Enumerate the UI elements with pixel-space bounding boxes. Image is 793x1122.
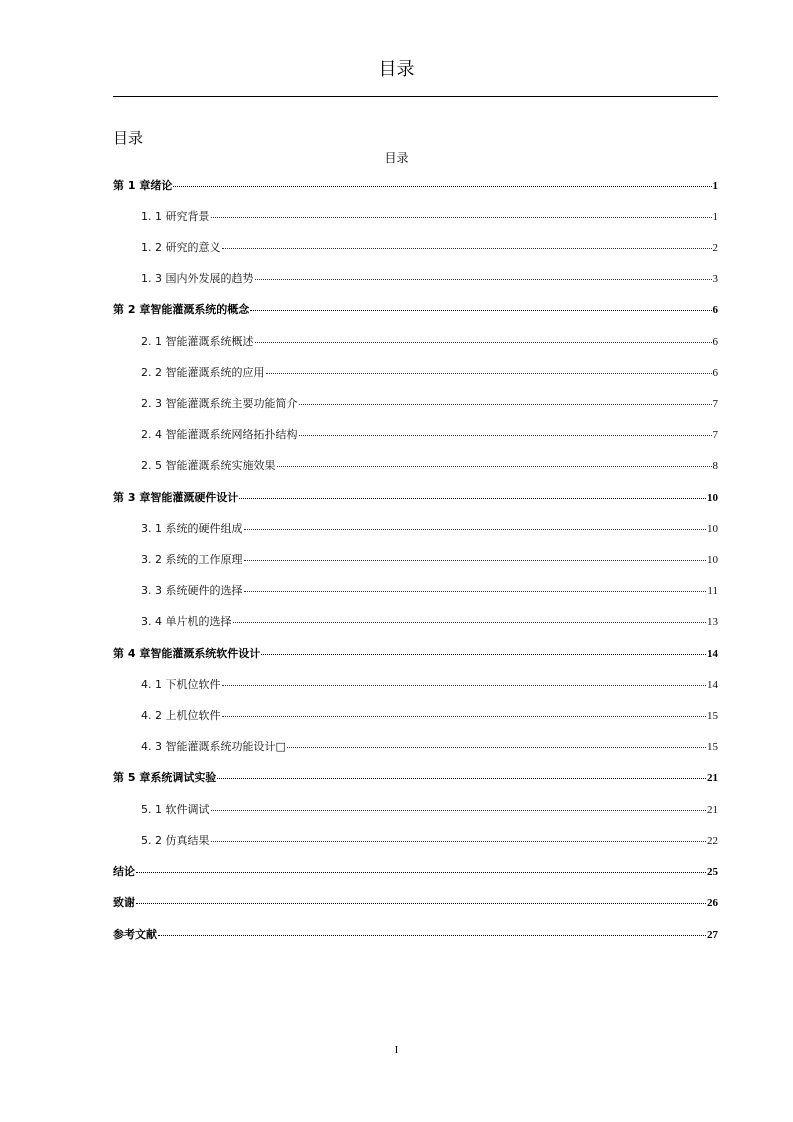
toc-entry-title: 参考文献 [113,928,157,941]
toc-entry-section-3-2[interactable] [141,552,718,568]
toc-entry-section-2-5[interactable] [141,458,718,474]
toc-entry-section-5-1[interactable] [141,802,718,818]
toc-entry-page: 25 [707,866,718,878]
toc-entry-page: 3 [712,273,718,285]
toc-entry-title: 第 3 章智能灌溉硬件设计 [113,491,239,504]
dot-leader [211,800,707,811]
toc-entry-title: 3. 1 系统的硬件组成 [141,522,243,535]
toc-entry-page: 6 [712,304,718,316]
toc-entry-section-3-1[interactable] [141,521,718,537]
toc-entry-section-3-4[interactable] [141,614,718,630]
dot-leader [266,363,712,374]
toc-entry-page: 26 [707,897,718,909]
toc-entry-page: 10 [707,523,718,535]
toc-entry-title: 1. 1 研究背景 [141,210,210,223]
toc-entry-title: 2. 4 智能灌溉系统网络拓扑结构 [141,428,298,441]
toc-entry-title: 第 2 章智能灌溉系统的概念 [113,303,250,316]
dot-leader [250,300,711,311]
toc-entry-page: 13 [707,616,718,628]
toc-entry-page: 14 [707,648,718,660]
toc-entry-page: 6 [712,336,718,348]
toc-entry-title: 4. 3 智能灌溉系统功能设计□ [141,740,286,753]
toc-entry-section-2-1[interactable] [141,334,718,350]
toc-entry-section-4-3[interactable] [141,739,718,755]
toc-entry-section-5-2[interactable] [141,833,718,849]
toc-entry-section-1-3[interactable] [141,271,718,287]
toc-entry-title: 结论 [113,865,135,878]
dot-leader [222,706,707,717]
toc-entry-title: 3. 2 系统的工作原理 [141,553,243,566]
toc-entry-page: 27 [707,929,718,941]
toc-entry-chapter-3[interactable] [113,490,718,506]
dot-leader [239,488,706,499]
dot-leader [244,550,707,561]
dot-leader [136,862,706,873]
dot-leader [287,737,706,748]
toc-entry-chapter-5[interactable] [113,770,718,786]
page-header-title: 目录 [378,59,415,80]
dot-leader [158,925,706,936]
toc-heading: 目录 [113,129,144,147]
toc-entry-section-2-4[interactable] [141,427,718,443]
toc-entry-chapter-2[interactable] [113,302,718,318]
toc-entry-section-1-1[interactable] [141,209,718,225]
dot-leader [299,425,712,436]
toc-entry-title: 4. 1 下机位软件 [141,678,221,691]
toc-entry-page: 7 [712,429,718,441]
toc-entry-page: 15 [707,710,718,722]
toc-entry-page: 21 [707,804,718,816]
toc-entry-title: 5. 1 软件调试 [141,803,210,816]
toc-entry-section-4-2[interactable] [141,708,718,724]
toc-entry-page: 14 [707,679,718,691]
toc-entry-section-2-2[interactable] [141,365,718,381]
toc-entry-page: 7 [712,398,718,410]
toc-entry-page: 15 [707,741,718,753]
toc-entry-page: 10 [707,554,718,566]
page-number: I [394,1044,399,1056]
dot-leader [261,644,706,655]
toc-entry-title: 致谢 [113,896,135,909]
toc-entry-title: 1. 3 国内外发展的趋势 [141,272,254,285]
header-divider [113,96,718,97]
toc-entry-chapter-1[interactable] [113,178,718,194]
dot-leader [211,207,712,218]
toc-entry-title: 第 1 章绪论 [113,179,173,192]
toc-entry-section-2-3[interactable] [141,396,718,412]
toc-entry-title: 3. 4 单片机的选择 [141,615,232,628]
toc-entry-title: 3. 3 系统硬件的选择 [141,584,243,597]
toc-entry-title: 1. 2 研究的意义 [141,241,221,254]
dot-leader [244,519,707,530]
dot-leader [222,238,712,249]
toc-entry-page: 6 [712,367,718,379]
toc-entry-page: 1 [712,211,718,223]
dot-leader [211,831,707,842]
toc-entry-section-1-2[interactable] [141,240,718,256]
toc-entry-title: 4. 2 上机位软件 [141,709,221,722]
toc-entry-conclusion[interactable] [113,864,718,880]
toc-entry-page: 10 [707,492,718,504]
toc-entry-section-3-3[interactable] [141,583,718,599]
toc-entry-title: 2. 2 智能灌溉系统的应用 [141,366,265,379]
toc-entry-chapter-4[interactable] [113,646,718,662]
toc-entry-page: 22 [707,835,718,847]
dot-leader [244,581,707,592]
toc-entry-title: 2. 1 智能灌溉系统概述 [141,335,254,348]
dot-leader [217,768,706,779]
dot-leader [233,612,707,623]
toc-entry-page: 8 [712,460,718,472]
toc-entry-acknowledgements[interactable] [113,895,718,911]
dot-leader [222,675,707,686]
toc-entry-page: 2 [712,242,718,254]
toc-entry-page: 1 [712,180,718,192]
toc-entry-title: 第 4 章智能灌溉系统软件设计 [113,647,261,660]
toc-subheading: 目录 [384,151,409,165]
dot-leader [255,269,712,280]
toc-entry-title: 2. 5 智能灌溉系统实施效果 [141,459,276,472]
toc-entry-title: 5. 2 仿真结果 [141,834,210,847]
toc-entry-page: 21 [707,772,718,784]
dot-leader [173,176,711,187]
toc-entry-title: 2. 3 智能灌溉系统主要功能简介 [141,397,298,410]
toc-entry-page: 11 [707,585,718,597]
toc-entry-section-4-1[interactable] [141,677,718,693]
dot-leader [299,394,712,405]
dot-leader [255,332,712,343]
toc-entry-references[interactable] [113,927,718,943]
toc-entry-title: 第 5 章系统调试实验 [113,771,217,784]
dot-leader [277,456,712,467]
dot-leader [136,893,706,904]
